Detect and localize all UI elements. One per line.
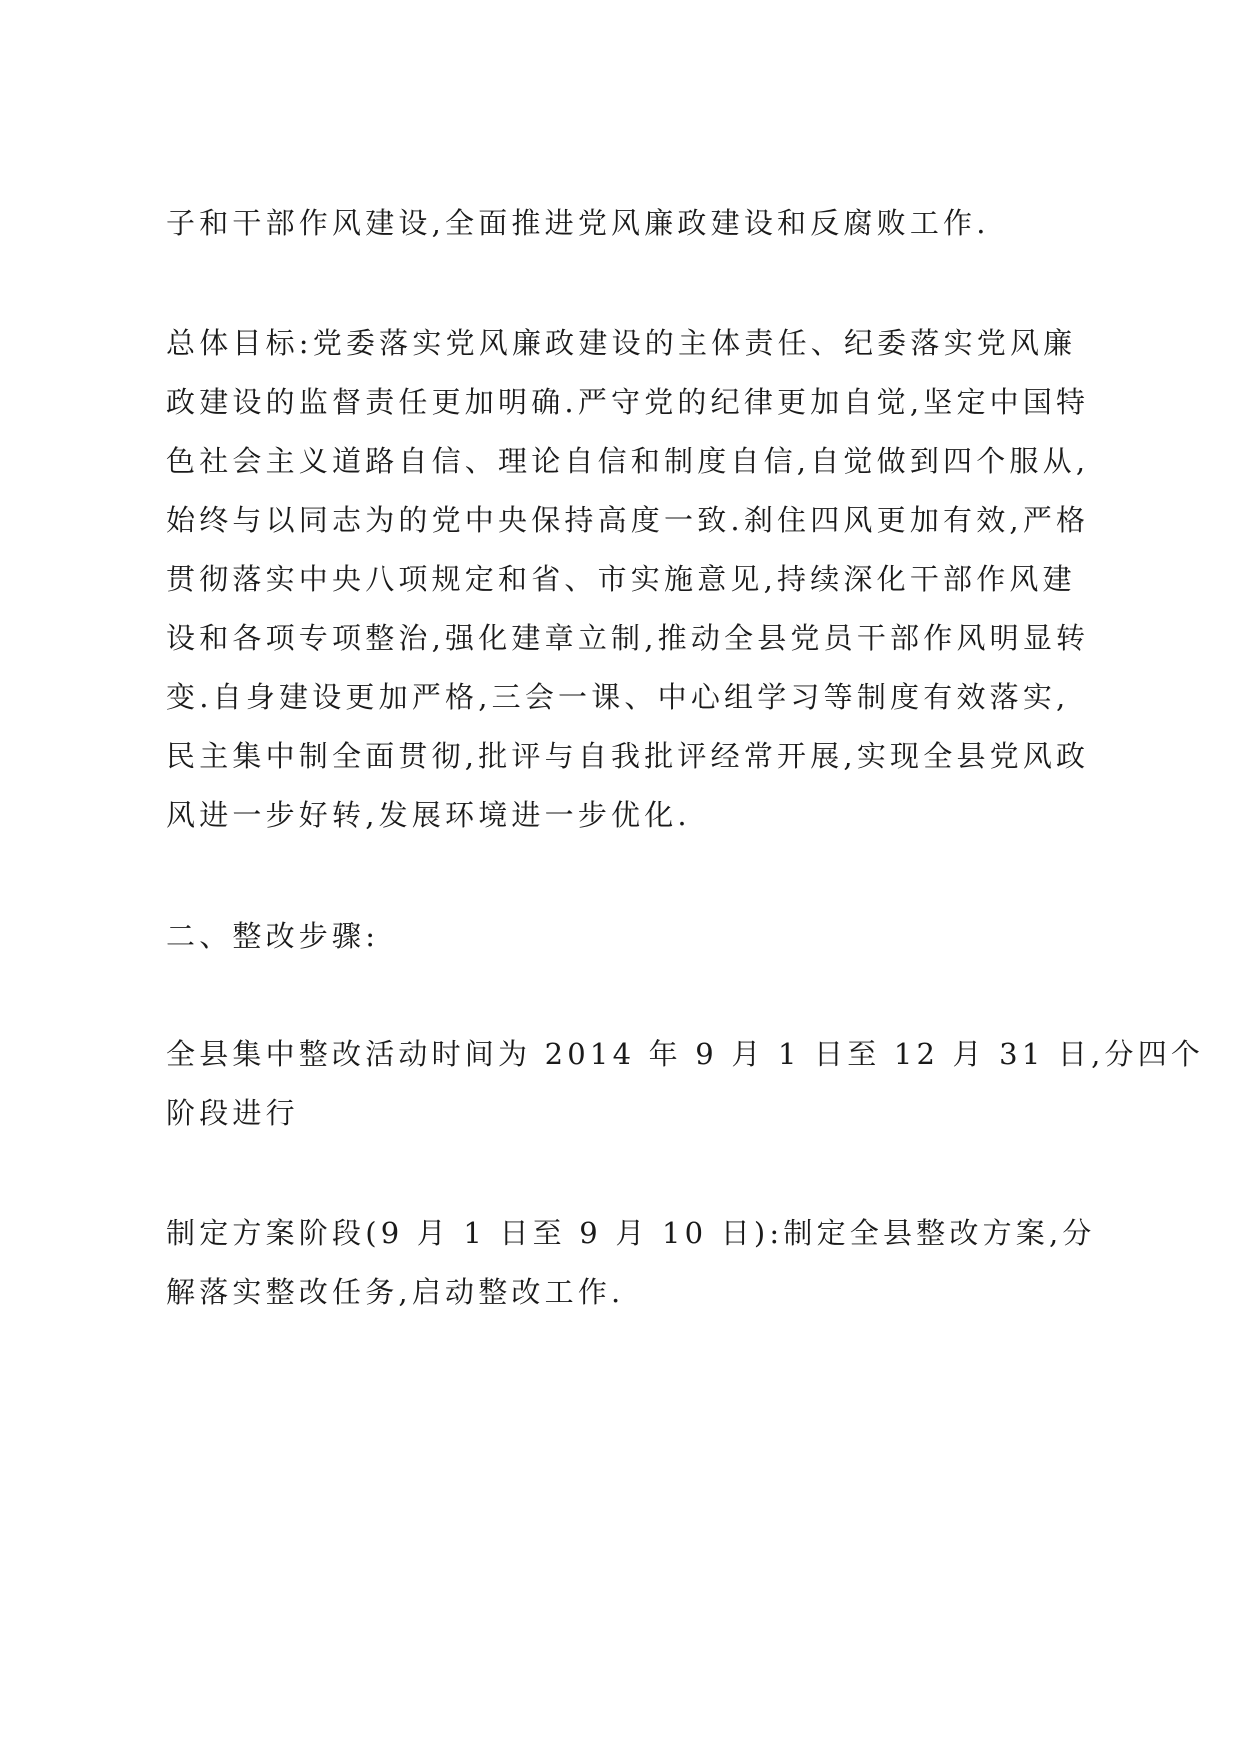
heading-rectification-steps: 二、整改步骤: <box>166 919 380 953</box>
text-line: 阶段进行 <box>166 1096 299 1130</box>
text-line: 总体目标:党委落实党风廉政建设的主体责任、纪委落实党风廉 <box>166 326 1077 360</box>
text-line: 制定方案阶段(9 月 1 日至 9 月 10 日):制定全县整改方案,分 <box>166 1216 1096 1250</box>
text-line: 贯彻落实中央八项规定和省、市实施意见,持续深化干部作风建 <box>166 562 1076 596</box>
text-line: 设和各项专项整治,强化建章立制,推动全县党员干部作风明显转 <box>166 621 1090 655</box>
text-line: 色社会主义道路自信、理论自信和制度自信,自觉做到四个服从, <box>166 444 1090 478</box>
text-line: 全县集中整改活动时间为 2014 年 9 月 1 日至 12 月 31 日,分四个 <box>166 1037 1205 1071</box>
text-line: 始终与以同志为的党中央保持高度一致.刹住四风更加有效,严格 <box>166 503 1090 537</box>
text-line: 变.自身建设更加严格,三会一课、中心组学习等制度有效落实, <box>166 680 1070 714</box>
text-line: 民主集中制全面贯彻,批评与自我批评经常开展,实现全县党风政 <box>166 739 1090 773</box>
text-line: 政建设的监督责任更加明确.严守党的纪律更加自觉,坚定中国特 <box>166 385 1090 419</box>
text-line: 风进一步好转,发展环境进一步优化. <box>166 798 691 832</box>
text-line: 解落实整改任务,启动整改工作. <box>166 1275 625 1309</box>
text-line: 子和干部作风建设,全面推进党风廉政建设和反腐败工作. <box>166 206 990 240</box>
